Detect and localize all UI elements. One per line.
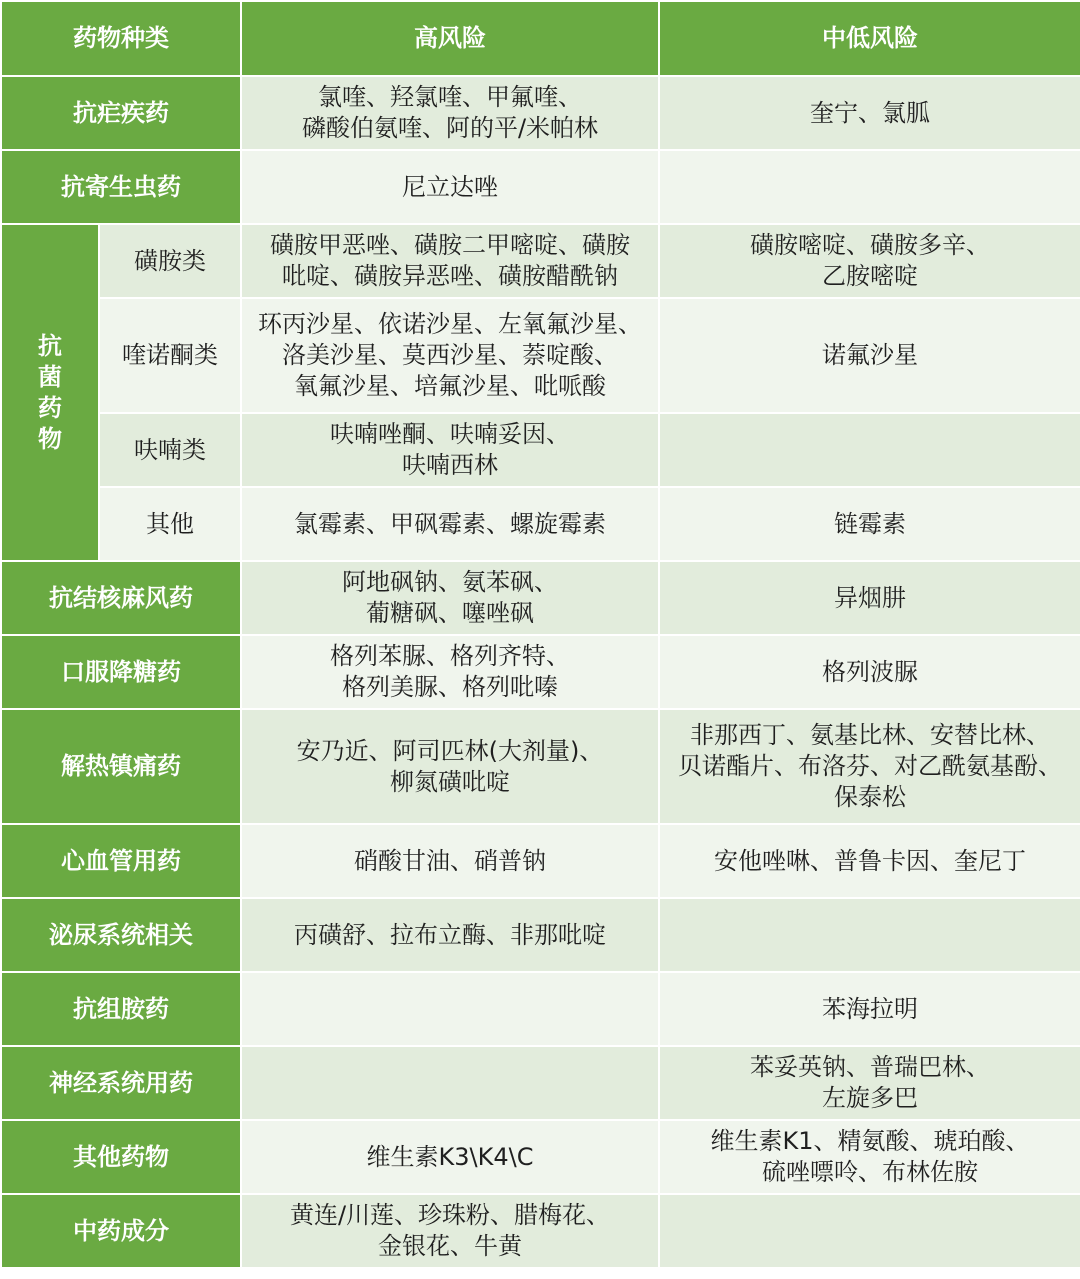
row-category: 抗结核麻风药 bbox=[1, 561, 241, 635]
high-risk-cell: 氯喹、羟氯喹、甲氟喹、 磷酸伯氨喹、阿的平/米帕林 bbox=[241, 76, 659, 150]
antibacterial-group-label: 抗 菌 药 物 bbox=[1, 224, 99, 561]
row-category: 抗组胺药 bbox=[1, 972, 241, 1046]
low-risk-cell: 苯妥英钠、普瑞巴林、 左旋多巴 bbox=[659, 1046, 1080, 1120]
high-risk-cell: 安乃近、阿司匹林(大剂量)、 柳氮磺吡啶 bbox=[241, 709, 659, 824]
table-row bbox=[1, 898, 1080, 972]
header-high-risk: 高风险 bbox=[241, 1, 659, 76]
row-subcategory: 磺胺类 bbox=[99, 224, 241, 298]
low-risk-cell bbox=[659, 413, 1080, 487]
table-row bbox=[1, 709, 1080, 824]
high-risk-cell: 环丙沙星、依诺沙星、左氧氟沙星、 洛美沙星、莫西沙星、萘啶酸、 氧氟沙星、培氟沙星、吡哌酸 bbox=[241, 298, 659, 413]
table-row bbox=[1, 298, 1080, 413]
row-category: 抗寄生虫药 bbox=[1, 150, 241, 224]
header-low-risk: 中低风险 bbox=[659, 1, 1080, 76]
low-risk-cell: 诺氟沙星 bbox=[659, 298, 1080, 413]
table-row bbox=[1, 824, 1080, 898]
low-risk-cell: 维生素K1、精氨酸、琥珀酸、 硫唑嘌呤、布林佐胺 bbox=[659, 1120, 1080, 1194]
row-category: 泌尿系统相关 bbox=[1, 898, 241, 972]
row-subcategory: 喹诺酮类 bbox=[99, 298, 241, 413]
table-row bbox=[1, 1120, 1080, 1194]
high-risk-cell: 阿地砜钠、氨苯砜、 葡糖砜、噻唑砜 bbox=[241, 561, 659, 635]
high-risk-cell: 氯霉素、甲砜霉素、螺旋霉素 bbox=[241, 487, 659, 561]
high-risk-cell: 呋喃唑酮、呋喃妥因、 呋喃西林 bbox=[241, 413, 659, 487]
high-risk-cell: 格列苯脲、格列齐特、 格列美脲、格列吡嗪 bbox=[241, 635, 659, 709]
table-row bbox=[1, 224, 1080, 298]
row-subcategory: 其他 bbox=[99, 487, 241, 561]
low-risk-cell: 安他唑啉、普鲁卡因、奎尼丁 bbox=[659, 824, 1080, 898]
high-risk-cell: 丙磺舒、拉布立酶、非那吡啶 bbox=[241, 898, 659, 972]
row-category: 抗疟疾药 bbox=[1, 76, 241, 150]
row-category: 神经系统用药 bbox=[1, 1046, 241, 1120]
high-risk-cell: 维生素K3\K4\C bbox=[241, 1120, 659, 1194]
high-risk-cell: 黄连/川莲、珍珠粉、腊梅花、 金银花、牛黄 bbox=[241, 1194, 659, 1268]
table-row bbox=[1, 150, 1080, 224]
low-risk-cell: 非那西丁、氨基比林、安替比林、 贝诺酯片、布洛芬、对乙酰氨基酚、 保泰松 bbox=[659, 709, 1080, 824]
low-risk-cell bbox=[659, 1194, 1080, 1268]
high-risk-cell: 硝酸甘油、硝普钠 bbox=[241, 824, 659, 898]
high-risk-cell: 磺胺甲恶唑、磺胺二甲嘧啶、磺胺 吡啶、磺胺异恶唑、磺胺醋酰钠 bbox=[241, 224, 659, 298]
low-risk-cell: 磺胺嘧啶、磺胺多辛、 乙胺嘧啶 bbox=[659, 224, 1080, 298]
table-row bbox=[1, 1046, 1080, 1120]
table-row bbox=[1, 561, 1080, 635]
low-risk-cell: 苯海拉明 bbox=[659, 972, 1080, 1046]
low-risk-cell: 链霉素 bbox=[659, 487, 1080, 561]
table-row bbox=[1, 972, 1080, 1046]
table-row bbox=[1, 413, 1080, 487]
table-row bbox=[1, 76, 1080, 150]
low-risk-cell bbox=[659, 150, 1080, 224]
row-category: 其他药物 bbox=[1, 1120, 241, 1194]
table-row bbox=[1, 1194, 1080, 1268]
table-row bbox=[1, 635, 1080, 709]
table-row bbox=[1, 487, 1080, 561]
header-drug-type: 药物种类 bbox=[1, 1, 241, 76]
low-risk-cell: 格列波脲 bbox=[659, 635, 1080, 709]
row-category: 口服降糖药 bbox=[1, 635, 241, 709]
row-category: 心血管用药 bbox=[1, 824, 241, 898]
low-risk-cell: 奎宁、氯胍 bbox=[659, 76, 1080, 150]
high-risk-cell: 尼立达唑 bbox=[241, 150, 659, 224]
low-risk-cell bbox=[659, 898, 1080, 972]
row-subcategory: 呋喃类 bbox=[99, 413, 241, 487]
row-category: 解热镇痛药 bbox=[1, 709, 241, 824]
low-risk-cell: 异烟肼 bbox=[659, 561, 1080, 635]
high-risk-cell bbox=[241, 972, 659, 1046]
table-header-row bbox=[1, 1, 1080, 76]
row-category: 中药成分 bbox=[1, 1194, 241, 1268]
high-risk-cell bbox=[241, 1046, 659, 1120]
